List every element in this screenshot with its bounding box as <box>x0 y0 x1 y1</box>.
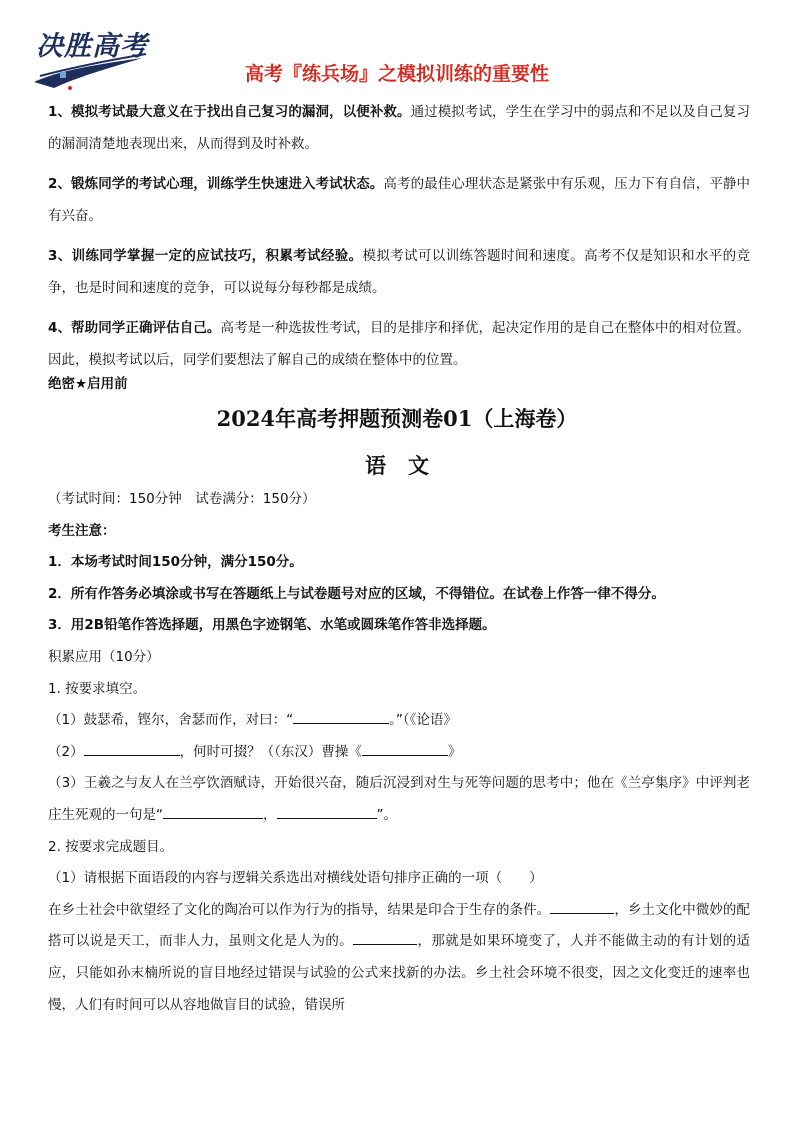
question-part <box>48 705 750 737</box>
banner-title: 高考『练兵场』之模拟训练的重要性 <box>244 63 549 85</box>
question-part <box>48 768 750 831</box>
answer-blank[interactable] <box>293 709 389 724</box>
answer-blank[interactable] <box>362 741 448 756</box>
question-text: 。”（《论语》 <box>389 712 457 729</box>
answer-blank[interactable] <box>84 741 180 756</box>
intro-item-lead: 1、模拟考试最大意义在于找出自己复习的漏洞，以便补救。 <box>48 104 411 120</box>
exam-subject: 语文 <box>365 453 451 478</box>
passage-paragraph <box>48 895 750 1021</box>
answer-blank[interactable] <box>550 899 614 914</box>
question-text: ，何时可掇？（（东汉）曹操《 <box>179 743 362 760</box>
intro-item-text: 通过模拟考试，学生在学习中的弱点和不足以及自己复习的漏洞清楚地表现出来，从而得到及时补救。 <box>48 104 750 152</box>
exam-title: 2024年高考押题预测卷01（上海卷） <box>216 406 578 431</box>
section-heading: 积累应用（10分） <box>48 648 160 665</box>
intro-item <box>48 168 750 232</box>
question-text: （2） <box>48 743 84 760</box>
notice-item: 3．用2B铅笔作答选择题，用黑色字迹钢笔、水笔或圆珠笔作答非选择题。 <box>48 617 496 634</box>
passage-text: 在乡土社会中欲望经了文化的陶冶可以作为行为的指导，结果是印合于生存的条件。 <box>48 901 551 918</box>
intro-item-lead: 4、帮助同学正确评估自己。 <box>48 320 221 336</box>
question-text: ， <box>263 806 277 823</box>
intro-item-text: 高考是一种选拔性考试，目的是排序和择优，起决定作用的是自己在整体中的相对位置。因此，模拟考试以后，同学们要想法了解自己的成绩在整体中的位置。 <box>48 320 750 368</box>
intro-item <box>48 240 750 304</box>
logo-text: 决胜高考 <box>36 31 148 62</box>
question-part: （1）请根据下面语段的内容与逻辑关系选出对横线处语句排序正确的一项（ ） <box>48 870 543 887</box>
intro-item <box>48 96 750 160</box>
intro-item-lead: 3、训练同学掌握一定的应试技巧，积累考试经验。 <box>48 248 363 264</box>
question-text: ”。 <box>376 806 397 823</box>
answer-blank[interactable] <box>163 804 263 819</box>
question-stem: 1. 按要求填空。 <box>48 680 147 697</box>
notice-heading: 考生注意： <box>48 522 116 539</box>
exam-body <box>48 484 750 1021</box>
question-text: 》 <box>447 743 462 760</box>
exam-meta: （考试时间：150分钟 试卷满分：150分） <box>48 491 316 507</box>
answer-blank[interactable] <box>353 930 417 945</box>
passage-text: ，乡土文化中微妙的配搭可以说是天工，而非人力，虽则文化是人为的。 <box>48 901 751 950</box>
passage-text: ，那就是如果环境变了，人并不能做主动的有计划的适应，只能如孙末楠所说的盲目地经过错误与试验的公式来找新的办法。乡土社会环境不很变，因之文化变迁的速率也慢，人们有时间可以从容地做盲目的试验，错误所 <box>48 933 751 1013</box>
intro-item-text: 高考的最佳心理状态是紧张中有乐观，压力下有自信，平静中有兴奋。 <box>48 176 750 224</box>
question-stem: 2. 按要求完成题目。 <box>48 838 174 855</box>
question-text: （3）王羲之与友人在兰亭饮酒赋诗，开始很兴奋，随后沉浸到对生与死等问题的思考中；他在《兰亭集序》中评判老庄生死观的一句是“ <box>48 775 750 823</box>
confidential-mark: 绝密★启用前 <box>48 376 128 392</box>
intro-item-lead: 2、锻炼同学的考试心理，训练学生快速进入考试状态。 <box>48 176 384 192</box>
notice-item: 2．所有作答务必填涂或书写在答题纸上与试卷题号对应的区域，不得错位。在试卷上作答一律不得分。 <box>48 585 665 602</box>
answer-blank[interactable] <box>277 804 377 819</box>
question-text: （1）鼓瑟希，铿尔，舍瑟而作，对曰：“ <box>48 712 294 729</box>
intro-list <box>48 96 750 384</box>
question-part <box>48 737 750 769</box>
intro-item-text: 模拟考试可以训练答题时间和速度。高考不仅是知识和水平的竞争，也是时间和速度的竞争，可以说每分每秒都是成绩。 <box>48 248 750 296</box>
intro-item <box>48 312 750 376</box>
notice-item: 1．本场考试时间150分钟，满分150分。 <box>48 554 303 571</box>
